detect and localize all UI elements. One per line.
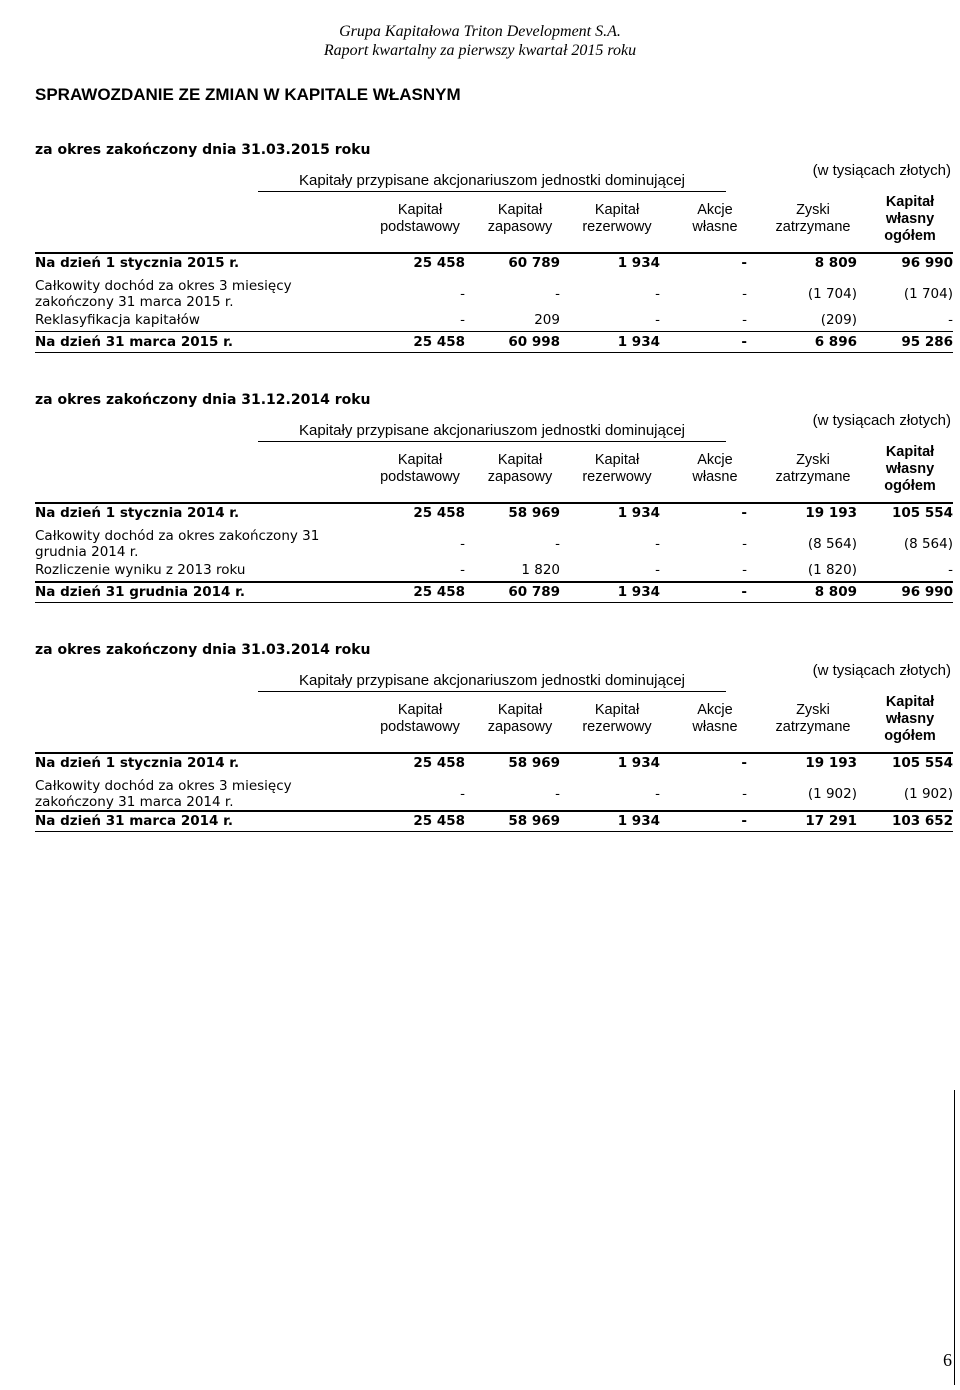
- value-cell: 25 458: [413, 755, 465, 771]
- column-header-line: własny: [885, 711, 935, 727]
- column-header-line: zapasowy: [487, 219, 553, 235]
- row-label: [35, 584, 245, 600]
- column-header-line: rezerwowy: [582, 469, 652, 485]
- column-header-line: Kapitał: [885, 444, 935, 460]
- row-label-line: Całkowity dochód za okres zakończony 31: [35, 528, 320, 544]
- column-header-line: własne: [692, 219, 738, 235]
- column-header: [370, 452, 470, 486]
- value-cell: 95 286: [901, 334, 953, 350]
- value-cell: -: [742, 286, 747, 302]
- row-label: [35, 505, 239, 521]
- column-header: [370, 202, 470, 236]
- column-header: [763, 702, 863, 736]
- value-cell: -: [555, 536, 560, 552]
- row-label-line: Rozliczenie wyniku z 2013 roku: [35, 562, 246, 578]
- column-header: [870, 444, 950, 495]
- row-label-line: Na dzień 1 stycznia 2014 r.: [35, 755, 240, 771]
- column-header: [665, 202, 765, 236]
- table-row: [35, 584, 953, 600]
- statement-section: [35, 392, 953, 632]
- table-bottom-line: [35, 352, 953, 353]
- column-header-line: Kapitał: [497, 702, 543, 718]
- column-header-line: podstawowy: [380, 219, 460, 235]
- column-header: [470, 202, 570, 236]
- value-cell: 1 934: [617, 813, 660, 829]
- column-header-line: Kapitał: [397, 452, 443, 468]
- statement-title: SPRAWOZDANIE ZE ZMIAN W KAPITALE WŁASNYM: [35, 85, 461, 104]
- value-cell: 1 934: [617, 334, 660, 350]
- value-cell: -: [655, 786, 660, 802]
- value-cell: 25 458: [413, 813, 465, 829]
- table-row: [35, 505, 953, 521]
- value-cell: -: [655, 312, 660, 328]
- row-label-line: Na dzień 31 marca 2015 r.: [35, 334, 233, 350]
- value-cell: 58 969: [508, 505, 560, 521]
- row-label-line: Całkowity dochód za okres 3 miesięcy: [35, 278, 292, 294]
- value-cell: -: [742, 536, 747, 552]
- column-header-line: Akcje: [697, 452, 733, 468]
- report-period-title: Raport kwartalny za pierwszy kwartał 2015 roku: [323, 42, 637, 59]
- value-cell: (1 902): [903, 786, 953, 802]
- column-header-line: zatrzymane: [775, 719, 851, 735]
- column-header-line: Kapitał: [594, 452, 640, 468]
- column-header: [567, 702, 667, 736]
- row-separator: [35, 252, 953, 254]
- statement-section: [35, 142, 953, 382]
- row-separator: [35, 502, 953, 504]
- column-header: [567, 452, 667, 486]
- column-header-line: Kapitał: [594, 202, 640, 218]
- value-cell: -: [460, 286, 465, 302]
- value-cell: 105 554: [891, 755, 953, 771]
- report-header: [0, 22, 960, 60]
- column-header-line: Akcje: [697, 702, 733, 718]
- column-header: [470, 452, 570, 486]
- value-cell: 1 934: [617, 255, 660, 271]
- value-cell: -: [741, 255, 747, 271]
- row-label-line: zakończony 31 marca 2015 r.: [35, 294, 234, 310]
- value-cell: 1 934: [617, 505, 660, 521]
- page-number: 6: [943, 1350, 952, 1370]
- value-cell: -: [460, 536, 465, 552]
- table-row: [35, 278, 953, 310]
- value-cell: -: [742, 786, 747, 802]
- column-header-line: własny: [885, 211, 935, 227]
- value-cell: -: [741, 505, 747, 521]
- value-cell: 96 990: [901, 584, 953, 600]
- table-row: [35, 334, 953, 350]
- row-separator: [35, 810, 953, 812]
- column-header-line: ogółem: [884, 478, 936, 494]
- column-header-line: Zyski: [796, 202, 830, 218]
- table-row: [35, 312, 953, 328]
- value-cell: 105 554: [891, 505, 953, 521]
- column-header-line: rezerwowy: [582, 719, 652, 735]
- row-label: [35, 278, 292, 310]
- row-label: [35, 334, 233, 350]
- row-label: [35, 562, 245, 578]
- value-cell: (1 820): [807, 562, 857, 578]
- value-cell: 25 458: [413, 255, 465, 271]
- column-header-line: Kapitał: [397, 702, 443, 718]
- column-header-line: podstawowy: [380, 469, 460, 485]
- table-bottom-line: [35, 602, 953, 603]
- period-heading: za okres zakończony dnia 31.03.2015 roku: [35, 142, 371, 158]
- column-header-line: zapasowy: [487, 469, 553, 485]
- value-cell: 1 934: [617, 755, 660, 771]
- group-header: Kapitały przypisane akcjonariuszom jednostki dominującej: [258, 672, 726, 692]
- value-cell: (209): [820, 312, 857, 328]
- value-cell: 60 789: [508, 584, 560, 600]
- column-header-line: zatrzymane: [775, 469, 851, 485]
- row-label: [35, 312, 200, 328]
- row-label: [35, 755, 239, 771]
- unit-note: (w tysiącach złotych): [812, 662, 951, 679]
- value-cell: -: [555, 786, 560, 802]
- value-cell: (8 564): [807, 536, 857, 552]
- unit-note: (w tysiącach złotych): [812, 162, 951, 179]
- group-header: Kapitały przypisane akcjonariuszom jednostki dominującej: [258, 172, 726, 192]
- value-cell: 209: [534, 312, 560, 328]
- column-header-line: rezerwowy: [582, 219, 652, 235]
- value-cell: 19 193: [805, 755, 857, 771]
- page-frame-line: [954, 1090, 955, 1385]
- table-row: [35, 755, 953, 771]
- column-header-line: Akcje: [697, 202, 733, 218]
- value-cell: (1 704): [903, 286, 953, 302]
- column-header: [567, 202, 667, 236]
- value-cell: (8 564): [903, 536, 953, 552]
- value-cell: -: [948, 562, 953, 578]
- row-label-line: Reklasyfikacja kapitałów: [35, 312, 200, 328]
- value-cell: -: [460, 312, 465, 328]
- column-header-line: podstawowy: [380, 719, 460, 735]
- value-cell: 58 969: [508, 813, 560, 829]
- row-label-line: zakończony 31 marca 2014 r.: [35, 794, 234, 810]
- unit-note: (w tysiącach złotych): [812, 412, 951, 429]
- column-header-line: Kapitał: [397, 202, 443, 218]
- row-separator: [35, 752, 953, 754]
- value-cell: 17 291: [805, 813, 857, 829]
- column-header: [470, 702, 570, 736]
- column-header-line: zapasowy: [487, 719, 553, 735]
- column-header-line: Kapitał: [885, 694, 935, 710]
- column-header-line: własne: [692, 469, 738, 485]
- value-cell: -: [741, 584, 747, 600]
- value-cell: 103 652: [891, 813, 953, 829]
- row-separator: [35, 331, 953, 332]
- value-cell: -: [741, 334, 747, 350]
- value-cell: -: [655, 562, 660, 578]
- row-label-line: Całkowity dochód za okres 3 miesięcy: [35, 778, 292, 794]
- column-header-line: własne: [692, 719, 738, 735]
- period-heading: za okres zakończony dnia 31.03.2014 roku: [35, 642, 371, 658]
- row-label-line: Na dzień 1 stycznia 2015 r.: [35, 255, 240, 271]
- column-header-line: Kapitał: [497, 452, 543, 468]
- column-header: [870, 694, 950, 745]
- value-cell: 60 789: [508, 255, 560, 271]
- column-header-line: Kapitał: [885, 194, 935, 210]
- value-cell: -: [948, 312, 953, 328]
- value-cell: -: [460, 562, 465, 578]
- column-header-line: Kapitał: [497, 202, 543, 218]
- table-row: [35, 778, 953, 810]
- value-cell: 8 809: [814, 255, 857, 271]
- value-cell: 8 809: [814, 584, 857, 600]
- value-cell: -: [742, 562, 747, 578]
- value-cell: 25 458: [413, 584, 465, 600]
- row-label: [35, 528, 319, 560]
- value-cell: 19 193: [805, 505, 857, 521]
- column-header: [763, 202, 863, 236]
- column-header: [870, 194, 950, 245]
- value-cell: 60 998: [508, 334, 560, 350]
- table-row: [35, 813, 953, 829]
- column-header-line: zatrzymane: [775, 219, 851, 235]
- column-header-line: ogółem: [884, 728, 936, 744]
- table-row: [35, 562, 953, 578]
- table-bottom-line: [35, 831, 953, 832]
- period-heading: za okres zakończony dnia 31.12.2014 roku: [35, 392, 371, 408]
- value-cell: -: [741, 813, 747, 829]
- value-cell: (1 704): [807, 286, 857, 302]
- row-label-line: grudnia 2014 r.: [35, 544, 139, 560]
- column-header: [665, 452, 765, 486]
- value-cell: 25 458: [413, 505, 465, 521]
- statement-section: [35, 642, 953, 882]
- value-cell: -: [555, 286, 560, 302]
- row-separator: [35, 581, 953, 583]
- value-cell: 25 458: [413, 334, 465, 350]
- value-cell: -: [742, 312, 747, 328]
- table-row: [35, 255, 953, 271]
- column-header-line: Zyski: [796, 702, 830, 718]
- company-name: Grupa Kapitałowa Triton Development S.A.: [339, 23, 621, 40]
- value-cell: -: [741, 755, 747, 771]
- value-cell: 96 990: [901, 255, 953, 271]
- row-label-line: Na dzień 31 grudnia 2014 r.: [35, 584, 245, 600]
- column-header-line: Zyski: [796, 452, 830, 468]
- column-header: [370, 702, 470, 736]
- value-cell: 6 896: [814, 334, 857, 350]
- value-cell: 1 934: [617, 584, 660, 600]
- value-cell: 58 969: [508, 755, 560, 771]
- table-row: [35, 528, 953, 560]
- value-cell: 1 820: [521, 562, 560, 578]
- column-header: [665, 702, 765, 736]
- row-label: [35, 255, 239, 271]
- group-header: Kapitały przypisane akcjonariuszom jednostki dominującej: [258, 422, 726, 442]
- column-header-line: Kapitał: [594, 702, 640, 718]
- row-label-line: Na dzień 31 marca 2014 r.: [35, 813, 233, 829]
- value-cell: -: [460, 786, 465, 802]
- row-label: [35, 778, 292, 810]
- row-label: [35, 813, 233, 829]
- column-header-line: ogółem: [884, 228, 936, 244]
- value-cell: -: [655, 286, 660, 302]
- value-cell: -: [655, 536, 660, 552]
- column-header-line: własny: [885, 461, 935, 477]
- column-header: [763, 452, 863, 486]
- value-cell: (1 902): [807, 786, 857, 802]
- row-label-line: Na dzień 1 stycznia 2014 r.: [35, 505, 240, 521]
